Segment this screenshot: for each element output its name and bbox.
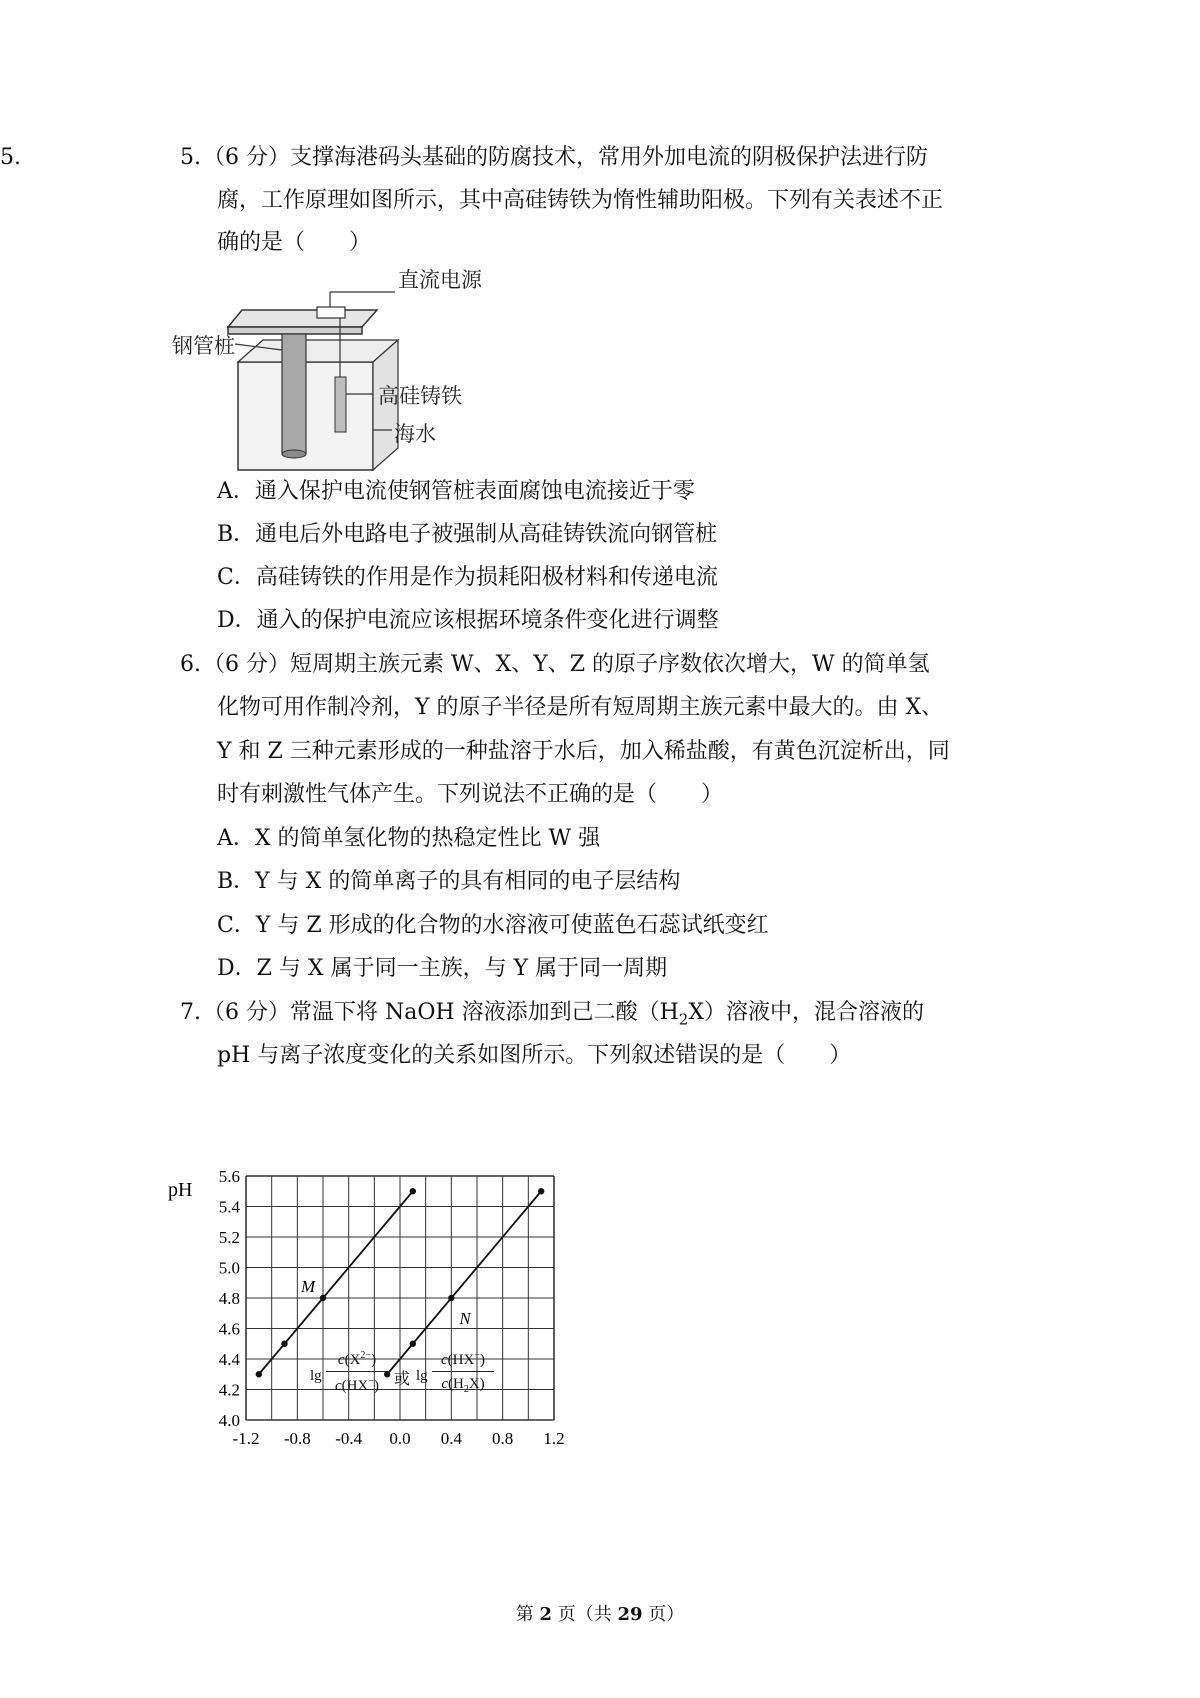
question-text-line: 时有刺激性气体产生。下列说法不正确的是（ ） (217, 782, 724, 807)
x-tick-label: -0.8 (283, 1429, 311, 1448)
data-point (320, 1295, 326, 1301)
y-tick-label: 4.0 (218, 1411, 240, 1430)
question-text-line: 腐，工作原理如图所示，其中高硅铸铁为惰性辅助阳极。下列有关表述不正 (217, 188, 944, 213)
x-tick-label: 0.8 (492, 1429, 514, 1448)
y-tick-label: 4.2 (218, 1380, 240, 1400)
footer-text: 页（共 (552, 1604, 618, 1625)
y-tick-label: 5.2 (218, 1228, 240, 1247)
question-number: 5. (0, 145, 21, 170)
question-text-line: （6 分）短周期主族元素 W、X、Y、Z 的原子序数依次增大，W 的简单氢 (203, 652, 930, 677)
y-tick-label: 4.6 (218, 1319, 240, 1339)
footer-text: 页） (642, 1604, 685, 1625)
option-b: B．Y 与 X 的简单离子的具有相同的电子层结构 (217, 869, 681, 894)
point-label: M (301, 1277, 316, 1296)
option-d: D．Z 与 X 属于同一主族，与 Y 属于同一周期 (217, 956, 668, 981)
steel-pile-label: 钢管桩 (172, 334, 235, 358)
y-tick-labels (219, 1167, 241, 1430)
data-point (410, 1188, 416, 1194)
seawater-label: 海水 (394, 422, 436, 446)
x-tick-label: -1.2 (232, 1429, 260, 1448)
point-label: N (459, 1309, 471, 1328)
x-tick-label: -0.4 (335, 1429, 363, 1448)
subscript: 2 (678, 1010, 689, 1029)
data-point (410, 1341, 416, 1347)
x-tick-labels (233, 1429, 565, 1448)
question-text-line: （6 分）支撑海港码头基础的防腐技术，常用外加电流的阴极保护法进行防 (203, 145, 928, 170)
question-text-line: 化物可用作制冷剂，Y 的原子半径是所有短周期主族元素中最大的。由 X、 (217, 695, 944, 720)
question-text-line: pH 与离子浓度变化的关系如图所示。下列叙述错误的是（ ） (217, 1043, 852, 1068)
y-tick-label: 5.6 (218, 1167, 240, 1186)
option-d: D．通入的保护电流应该根据环境条件变化进行调整 (217, 608, 719, 633)
page-footer (0, 1600, 1200, 1626)
question-text-part: X）溶液中，混合溶液的 (688, 1000, 924, 1025)
option-c: C．Y 与 Z 形成的化合物的水溶液可使蓝色石蕊试纸变红 (217, 913, 769, 938)
series-line (259, 1191, 413, 1374)
question-number-6: 6. (180, 652, 201, 677)
x-tick-label: 0.0 (389, 1429, 411, 1448)
x-tick-label: 1.2 (543, 1429, 565, 1448)
question-number-5: 5. (180, 145, 201, 170)
question-text-line: 确的是（ ） (217, 230, 372, 255)
data-point (256, 1371, 262, 1377)
ph-chart (168, 1167, 596, 1468)
footer-text: 第 (515, 1604, 540, 1625)
question-text-part: （6 分）常温下将 NaOH 溶液添加到己二酸（H (203, 1000, 679, 1025)
option-b: B．通电后外电路电子被强制从高硅铸铁流向钢管桩 (217, 522, 718, 547)
question-text-line: Y 和 Z 三种元素形成的一种盐溶于水后，加入稀盐酸，有黄色沉淀析出，同 (217, 739, 950, 764)
data-point (538, 1188, 544, 1194)
power-source-label: 直流电源 (398, 268, 482, 292)
page-number: 2 (539, 1604, 552, 1625)
x-tick-label: 0.4 (440, 1429, 462, 1448)
x-axis-label: lg $c(X^{2-})$ c(HX−) 或 lg c(HX−) $c(H_2X)$ (310, 1348, 500, 1408)
y-tick-label: 4.4 (218, 1350, 240, 1369)
option-c: C．高硅铸铁的作用是作为损耗阳极材料和传递电流 (217, 565, 718, 590)
series-line (387, 1191, 541, 1374)
data-point (281, 1341, 287, 1347)
anode-label: 高硅铸铁 (378, 384, 462, 408)
total-pages: 29 (617, 1604, 643, 1625)
question-text-line (203, 998, 924, 1034)
option-a: A．X 的简单氢化物的热稳定性比 W 强 (217, 826, 601, 851)
y-tick-label: 4.8 (218, 1289, 240, 1308)
question-number-7: 7. (180, 1000, 201, 1025)
data-point (448, 1295, 454, 1301)
y-tick-label: 5.0 (218, 1258, 240, 1278)
y-axis-label: pH (168, 1179, 193, 1201)
option-a: A．通入保护电流使钢管桩表面腐蚀电流接近于零 (217, 479, 695, 504)
y-tick-label: 5.4 (218, 1197, 240, 1217)
